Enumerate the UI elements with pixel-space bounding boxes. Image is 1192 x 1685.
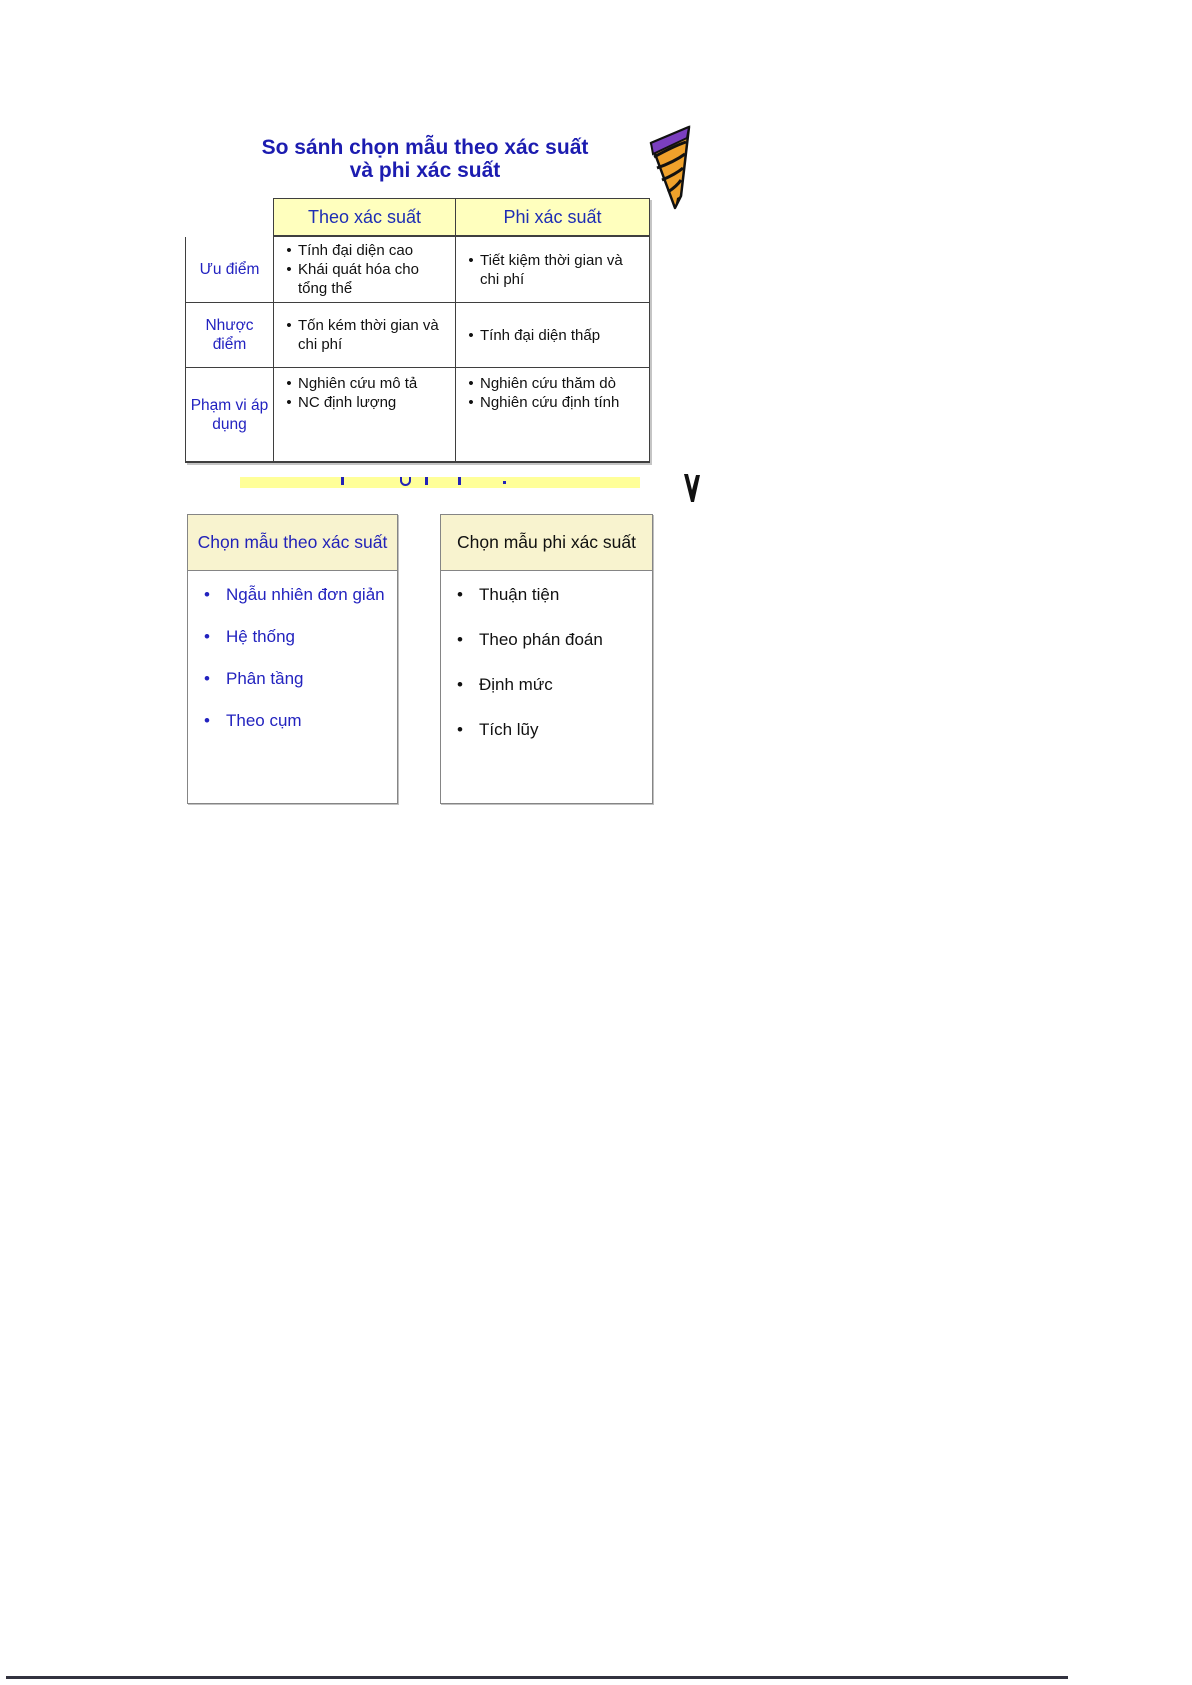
table-cell — [455, 237, 650, 303]
row-label-advantages: Ưu điểm — [185, 237, 273, 303]
list-item-label: Tích lũy — [479, 720, 539, 739]
list-item — [202, 711, 397, 731]
cropped-letter-fragment — [503, 481, 506, 484]
bullet-text: Khái quát hóa cho tổng thể — [298, 261, 419, 297]
bullet-icon — [462, 251, 480, 289]
bullet-text: NC định lượng — [298, 394, 397, 411]
highlight-strip-cropped-heading — [240, 477, 640, 488]
bullet-item — [280, 316, 451, 354]
nonprobability-box-list — [441, 571, 652, 740]
bullet-text: Tốn kém thời gian và chi phí — [298, 317, 439, 353]
bullet-icon — [455, 630, 479, 650]
list-item — [455, 630, 652, 650]
bullet-text: Nghiên cứu mô tả — [298, 375, 418, 392]
bullet-icon — [202, 585, 226, 605]
list-item-label: Ngẫu nhiên đơn giản — [226, 585, 385, 604]
bullet-text: Tính đại diện cao — [298, 242, 414, 259]
bullet-item — [462, 326, 645, 345]
bullet-item — [462, 374, 645, 393]
bullet-text: Nghiên cứu định tính — [480, 394, 620, 411]
bullet-icon — [280, 374, 298, 393]
bullet-text: Nghiên cứu thăm dò — [480, 375, 616, 392]
bullet-icon — [280, 241, 298, 260]
bullet-icon — [455, 720, 479, 740]
list-item — [455, 675, 652, 695]
table-cell — [273, 237, 455, 303]
list-item-label: Thuận tiện — [479, 585, 560, 604]
probability-sampling-box — [187, 514, 398, 804]
list-item-label: Phân tầng — [226, 669, 304, 688]
cropped-letter-fragment — [425, 477, 428, 485]
table-cell — [273, 368, 455, 463]
bullet-text: Tính đại diện thấp — [480, 326, 601, 344]
list-item-label: Theo cụm — [226, 711, 302, 730]
bullet-item — [280, 241, 451, 260]
page-title-line2: và phi xác suất — [349, 159, 501, 182]
column-header-probability: Theo xác suất — [273, 198, 455, 237]
bullet-icon — [462, 393, 480, 412]
bullet-icon — [280, 260, 298, 298]
bullet-item — [280, 393, 451, 412]
table-corner-spacer — [185, 198, 273, 237]
cropped-letter-fragment — [400, 477, 411, 486]
comparison-table — [185, 198, 650, 463]
table-cell — [273, 303, 455, 368]
pencil-tip-icon — [684, 474, 702, 509]
nonprobability-box-title: Chọn mẫu phi xác suất — [441, 515, 652, 571]
list-item — [202, 669, 397, 689]
bullet-icon — [202, 627, 226, 647]
bullet-icon — [462, 374, 480, 393]
page-title — [190, 136, 660, 182]
bullet-icon — [280, 316, 298, 354]
table-cell — [455, 303, 650, 368]
list-item-label: Định mức — [479, 675, 553, 694]
nonprobability-sampling-box — [440, 514, 653, 804]
list-item — [202, 585, 397, 605]
column-header-nonprobability: Phi xác suất — [455, 198, 650, 237]
pencil-icon — [644, 124, 696, 219]
cropped-letter-fragment — [458, 477, 461, 485]
row-label-disadvantages: Nhược điểm — [185, 303, 273, 368]
list-item-label: Theo phán đoán — [479, 630, 603, 649]
bullet-icon — [455, 675, 479, 695]
list-item-label: Hệ thống — [226, 627, 295, 646]
bullet-icon — [462, 326, 480, 345]
cropped-letter-fragment — [341, 477, 344, 485]
page-bottom-rule — [6, 1676, 1068, 1679]
list-item — [455, 720, 652, 740]
bullet-icon — [455, 585, 479, 605]
table-cell — [455, 368, 650, 463]
probability-box-title: Chọn mẫu theo xác suất — [188, 515, 397, 571]
list-item — [455, 585, 652, 605]
list-item — [202, 627, 397, 647]
bullet-icon — [202, 711, 226, 731]
row-label-scope: Phạm vi áp dụng — [185, 368, 273, 463]
bullet-item — [280, 374, 451, 393]
bullet-text: Tiết kiệm thời gian và chi phí — [480, 251, 623, 288]
probability-box-list — [188, 571, 397, 731]
bullet-icon — [202, 669, 226, 689]
bullet-item — [462, 393, 645, 412]
bullet-item — [280, 260, 451, 298]
bullet-item — [462, 251, 645, 289]
bullet-icon — [280, 393, 298, 412]
page-title-line1: So sánh chọn mẫu theo xác suất — [261, 136, 589, 159]
